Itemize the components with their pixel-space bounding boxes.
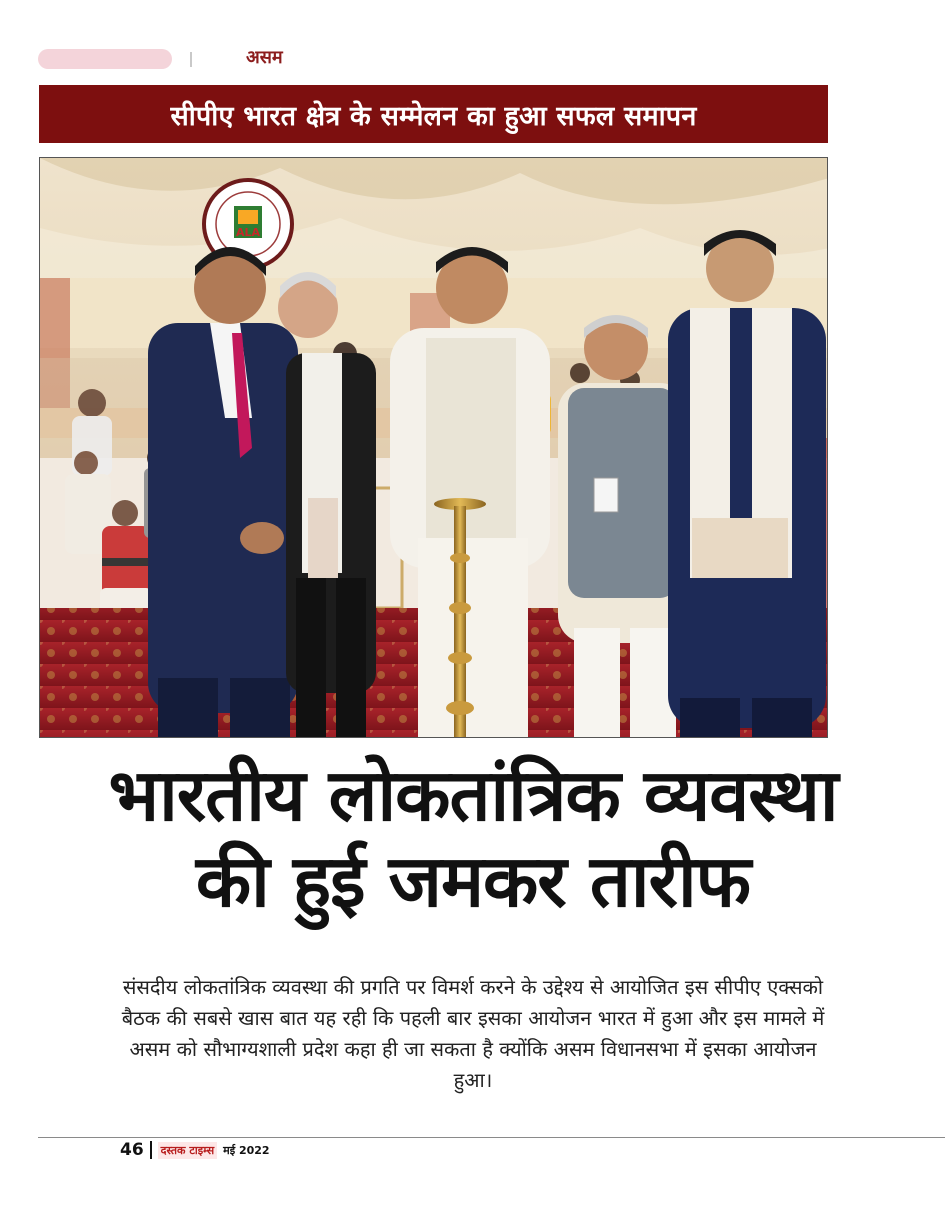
footer-divider	[150, 1141, 152, 1159]
article-photo	[39, 157, 828, 738]
article-banner	[39, 85, 828, 143]
header-tag-pill	[38, 49, 172, 69]
footer-rule	[38, 1137, 945, 1138]
page-number: 46	[120, 1140, 144, 1160]
page-footer	[120, 1140, 270, 1160]
section-label: असम	[246, 47, 283, 68]
banner-title: सीपीए भारत क्षेत्र के सम्मेलन का हुआ सफल समापन	[170, 100, 697, 132]
article-headline	[40, 752, 906, 924]
headline-line-2: की हुई जमकर तारीफ	[195, 839, 751, 923]
header-divider	[190, 52, 192, 67]
publication-name: दस्तक टाइम्स	[158, 1142, 217, 1159]
logo-text: ALA	[235, 226, 261, 239]
headline-line-1: भारतीय लोकतांत्रिक व्यवस्था	[108, 753, 838, 837]
issue-date: मई 2022	[223, 1143, 270, 1157]
article-lead: संसदीय लोकतांत्रिक व्यवस्था की प्रगति पर विमर्श करने के उद्देश्य से आयोजित इस सीपीए एक्सको बैठक की सबसे खास बात यह रही कि पहली बार इसका आयोजन भारत में हुआ और इस मामले में असम को सौभाग्यशाली प्रदेश कहा ही जा सकता है क्योंकि असम विधानसभा में इसका आयोजन हुआ।	[121, 975, 825, 1092]
